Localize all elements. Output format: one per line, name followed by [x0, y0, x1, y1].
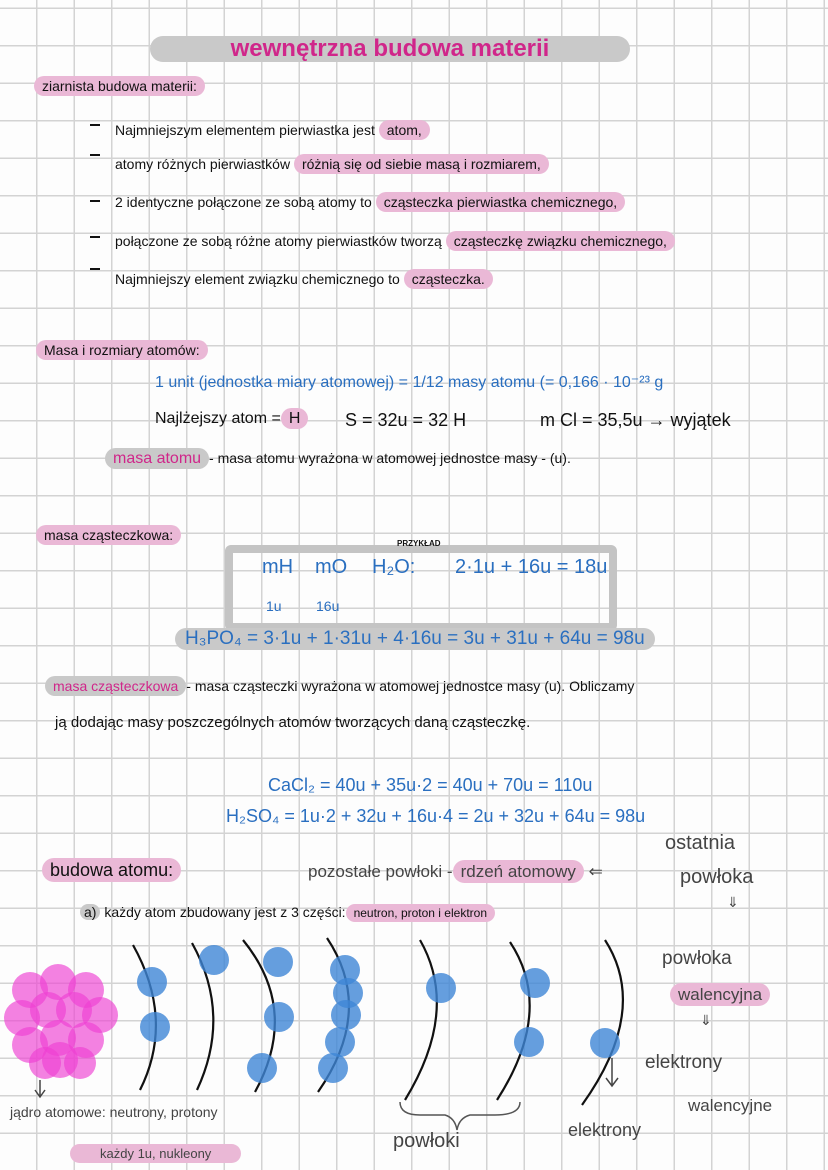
arrow-down-icon: ⇓ [727, 894, 739, 910]
h2o: H₂O: [372, 556, 416, 578]
section-heading-atom: budowa atomu: [42, 860, 181, 881]
section-heading-molecular: masa cząsteczkowa: [36, 527, 181, 543]
valence-electrons-label: elektrony [645, 1052, 723, 1073]
last-label: ostatnia [665, 832, 736, 854]
list-item: atomy różnych pierwiastków różnią się od siebie masą i rozmiarem, [115, 156, 549, 172]
unit-definition: 1 unit (jednostka miary atomowej) = 1/12 masy atomu (= 0,166 · 10⁻²³ g [155, 374, 664, 391]
brace-icon [400, 1102, 520, 1130]
h2so4-calc: H₂SO₄ = 1u·2 + 32u + 16u·4 = 2u + 32u + 64u = 98u [226, 806, 646, 826]
heading-text: ziarnista budowa materii: [34, 76, 205, 96]
section-heading-mass: Masa i rozmiary atomów: [36, 342, 208, 358]
list-item: Najmniejszy element związku chemicznego to cząsteczka. [115, 271, 493, 287]
nucleons-label: każdy 1u, nukleony [70, 1146, 241, 1161]
cacl2-calc: CaCl₂ = 40u + 35u·2 = 40u + 70u = 110u [268, 775, 593, 795]
arrow-icon [35, 1080, 45, 1097]
arrow-down-icon: ⇓ [700, 1012, 712, 1028]
valence-shell-label: powłoka [662, 948, 732, 969]
example-label: PRZYKŁAD [397, 539, 441, 548]
list-item: 2 identyczne połączone ze sobą atomy to cząsteczka pierwiastka chemicznego, [115, 194, 625, 210]
electrons-label: elektrony [568, 1120, 642, 1140]
mH-value: 1u [266, 598, 282, 614]
sulfur-mass: S = 32u = 32 H [345, 410, 467, 430]
lightest-atom: Najlżejszy atom = H [155, 410, 308, 428]
atom-parts: a) każdy atom zbudowany jest z 3 części: neutron, proton i elektron [80, 904, 495, 920]
valence-electrons-label-2: walencyjne [688, 1096, 773, 1115]
last-label-2: powłoka [680, 866, 754, 888]
list-item: Najmniejszym elementem pierwiastka jest atom, [115, 122, 430, 138]
page-title: wewnętrzna budowa materii [150, 36, 630, 62]
electrons [137, 945, 620, 1083]
list-item: połączone ze sobą różne atomy pierwiastków tworzą cząsteczkę związku chemicznego, [115, 233, 675, 249]
mH: mH [262, 556, 294, 578]
molecular-mass-definition-2: ją dodając masy poszczególnych atomów tworzących daną cząsteczkę. [55, 714, 531, 731]
chlorine-mass: m Cl = 35,5u → wyjątek [540, 410, 731, 430]
mO: mO [315, 556, 348, 578]
nucleus [4, 964, 118, 1079]
molecular-mass-definition: masa cząsteczkowa - masa cząsteczki wyrażona w atomowej jednostce masy (u). Obliczamy [45, 678, 634, 694]
mO-value: 16u [316, 598, 340, 614]
other-shells-label: pozostałe powłoki - rdzeń atomowy ⇐ [308, 862, 603, 881]
nucleus-label: jądro atomowe: neutrony, protony [10, 1104, 218, 1120]
h2o-calc: 2·1u + 16u = 18u [455, 556, 608, 578]
atom-mass-definition: masa atomu - masa atomu wyrażona w atomowej jednostce masy - (u). [105, 450, 571, 468]
h3po4-calc: H₃PO₄ = 3·1u + 1·31u + 4·16u = 3u + 31u + 64u = 98u [175, 628, 655, 650]
shells-label: powłoki [393, 1130, 460, 1152]
valence-shell-label-2: walencyjna [670, 985, 770, 1005]
